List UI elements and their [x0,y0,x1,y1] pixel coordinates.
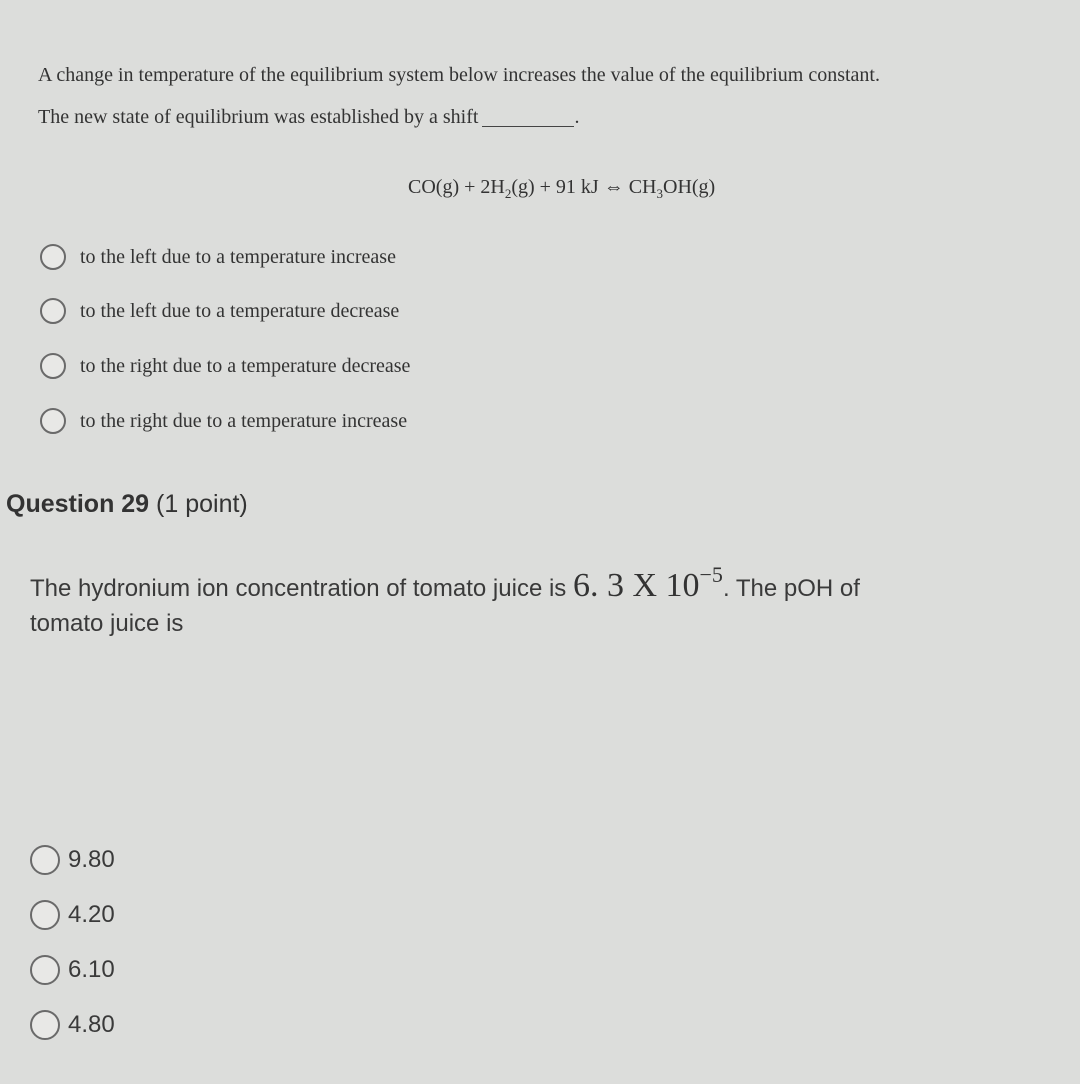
question-points: (1 point) [156,490,248,518]
question-28-text-line1: A change in temperature of the equilibrium system below increases the value of the equilibrium constant. [38,64,880,86]
concentration-base: 6. 3 X 10 [572,567,700,604]
question-28-text-line2-end: . [574,106,580,128]
question-29-header [6,490,248,519]
q29-option-4-20[interactable] [30,900,115,930]
question-28-text-line2 [38,106,579,129]
concentration-value [572,562,723,604]
equation-part3: OH(g) [663,176,716,198]
q28-option-left-increase[interactable] [40,244,396,270]
question-28-text-line2-body: The new state of equilibrium was established by a shift [38,106,479,128]
concentration-exponent: −5 [699,562,723,587]
radio-button[interactable] [30,955,60,985]
question-28 [0,0,1080,470]
question-number: Question 29 [6,490,150,518]
q29-option-9-80[interactable] [30,845,115,875]
radio-button[interactable] [40,408,66,434]
option-label: to the left due to a temperature increase [80,245,396,268]
question-29-text-line1 [30,562,860,605]
equation-sub1: 2 [504,186,512,201]
option-label: to the right due to a temperature increase [80,409,408,432]
question-29-text-after: . The pOH of [722,575,860,602]
option-label: 9.80 [68,846,115,873]
q29-option-4-80[interactable] [30,1010,115,1040]
question-29-text-line2: tomato juice is [30,610,184,637]
option-label: 4.20 [68,901,115,928]
q28-option-left-decrease[interactable] [40,298,399,324]
q29-option-6-10[interactable] [30,955,115,985]
radio-button[interactable] [30,900,60,930]
equation-part2: (g) + 91 kJ ⇔ CH [511,176,657,198]
option-label: 4.80 [68,1011,115,1038]
answer-blank [482,126,574,127]
option-label: to the left due to a temperature decrease [80,299,400,322]
chemical-equation [408,176,715,202]
question-29-text-before: The hydronium ion concentration of tomato juice is [30,575,573,602]
q28-option-right-increase[interactable] [40,408,407,434]
radio-button[interactable] [40,244,66,270]
q28-option-right-decrease[interactable] [40,353,410,379]
option-label: 6.10 [68,956,115,983]
radio-button[interactable] [30,845,60,875]
option-label: to the right due to a temperature decrease [80,354,411,377]
radio-button[interactable] [30,1010,60,1040]
equation-sub2: 3 [656,186,663,201]
radio-button[interactable] [40,353,66,379]
radio-button[interactable] [40,298,66,324]
equation-part1: CO(g) + 2H [408,176,505,198]
